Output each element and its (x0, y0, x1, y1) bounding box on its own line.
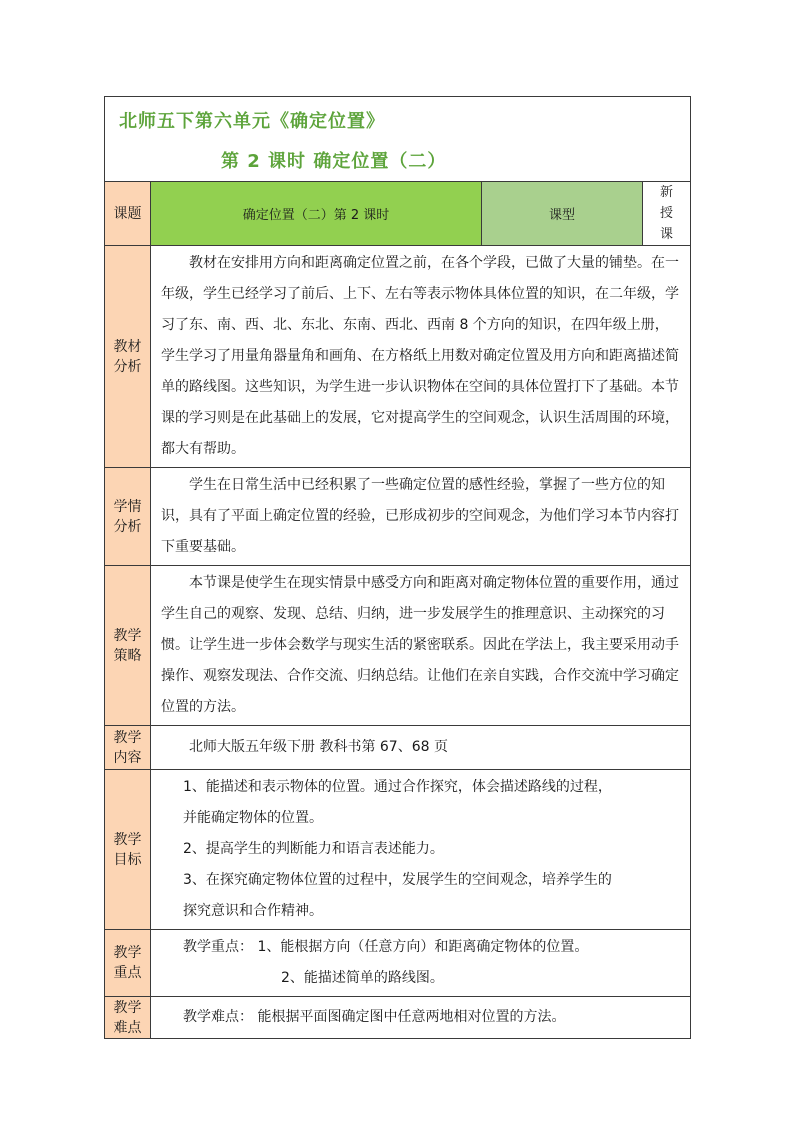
label-line: 教学 (113, 999, 142, 1016)
type-char: 课 (659, 227, 673, 242)
textbook-analysis-text (151, 246, 691, 468)
unit-title: 北师五下第六单元《确定位置》 (119, 111, 385, 132)
teaching-content-label (105, 726, 151, 770)
label-line: 目标 (113, 851, 142, 868)
label-line: 教材 (113, 338, 142, 355)
teaching-strategy-text (151, 566, 691, 726)
lesson-plan-sheet (104, 96, 690, 1039)
teaching-goals-label (105, 770, 151, 930)
paragraph: 北师大版五年级下册 教科书第 67、68 页 (189, 739, 448, 755)
topic-value: 确定位置（二）第 2 课时 (151, 182, 482, 246)
label-line: 分析 (113, 358, 142, 375)
teaching-strategy-label (105, 566, 151, 726)
goal-item-cont: 探究意识和合作精神。 (183, 903, 323, 919)
type-char: 新 (659, 185, 673, 200)
paragraph: 教学难点： 能根据平面图确定图中任意两地相对位置的方法。 (183, 1009, 566, 1025)
key-point-line: 2、能描述简单的路线图。 (281, 970, 444, 986)
label-line: 分析 (113, 518, 142, 535)
paragraph: 教材在安排用方向和距离确定位置之前，在各个学段，已做了大量的铺垫。在一年级，学生已经学习了前后、上下、左右等表示物体具体位置的知识，在二年级，学习了东、南、西、北、东北、东南、西北、西南 8 个方向的知识，在四年级上册，学生学习了用量角器量角和画角、在方格纸上用数对确定位置及用方向和距离描述简单的路线图。这些知识，为学生进一步认识物体在空间的具体位置打下了基础。本节课的学习则是在此基础上的发展，它对提高学生的空间观念，认识生活周围的环境，都大有帮助。 (161, 255, 679, 457)
label-line: 教学 (113, 627, 142, 644)
label-line: 策略 (113, 647, 142, 664)
label-line: 重点 (113, 965, 142, 981)
goal-item-cont: 并能确定物体的位置。 (183, 810, 323, 826)
type-value (643, 182, 691, 246)
textbook-analysis-label (105, 246, 151, 468)
teaching-goals-list (151, 770, 691, 930)
difficulties-text (151, 997, 691, 1039)
label-line: 教学 (113, 729, 142, 746)
type-char: 授 (659, 206, 673, 221)
topic-label: 课题 (105, 182, 151, 246)
goal-item: 3、在探究确定物体位置的过程中，发展学生的空间观念，培养学生的 (183, 872, 612, 888)
student-analysis-text (151, 468, 691, 566)
lesson-title: 第 2 课时 确定位置（二） (221, 151, 447, 172)
label-line: 教学 (113, 831, 142, 848)
key-points-label (105, 930, 151, 997)
key-points-text (151, 930, 691, 997)
type-label: 课型 (482, 182, 643, 246)
paragraph: 学生在日常生活中已经积累了一些确定位置的感性经验，掌握了一些方位的知识，具有了平面上确定位置的经验，已形成初步的空间观念，为他们学习本节内容打下重要基础。 (161, 477, 679, 555)
label-line: 内容 (113, 749, 142, 766)
key-point-line: 教学重点： 1、能根据方向（任意方向）和距离确定物体的位置。 (183, 939, 589, 955)
goal-item: 2、提高学生的判断能力和语言表述能力。 (183, 841, 444, 857)
teaching-content-text (151, 726, 691, 770)
label-line: 难点 (113, 1019, 142, 1036)
student-analysis-label (105, 468, 151, 566)
title-cell (105, 97, 691, 182)
lesson-plan-table (104, 96, 691, 1039)
label-line: 教学 (113, 945, 142, 961)
paragraph: 本节课是使学生在现实情景中感受方向和距离对确定物体位置的重要作用，通过学生自己的观察、发现、总结、归纳，进一步发展学生的推理意识、主动探究的习惯。让学生进一步体会数学与现实生活的紧密联系。因此在学法上，我主要采用动手操作、观察发现法、合作交流、归纳总结。让他们在亲自实践，合作交流中学习确定位置的方法。 (161, 575, 679, 715)
goal-item: 1、能描述和表示物体的位置。通过合作探究，体会描述路线的过程， (183, 779, 612, 795)
label-line: 学情 (113, 498, 142, 515)
difficulties-label (105, 997, 151, 1039)
